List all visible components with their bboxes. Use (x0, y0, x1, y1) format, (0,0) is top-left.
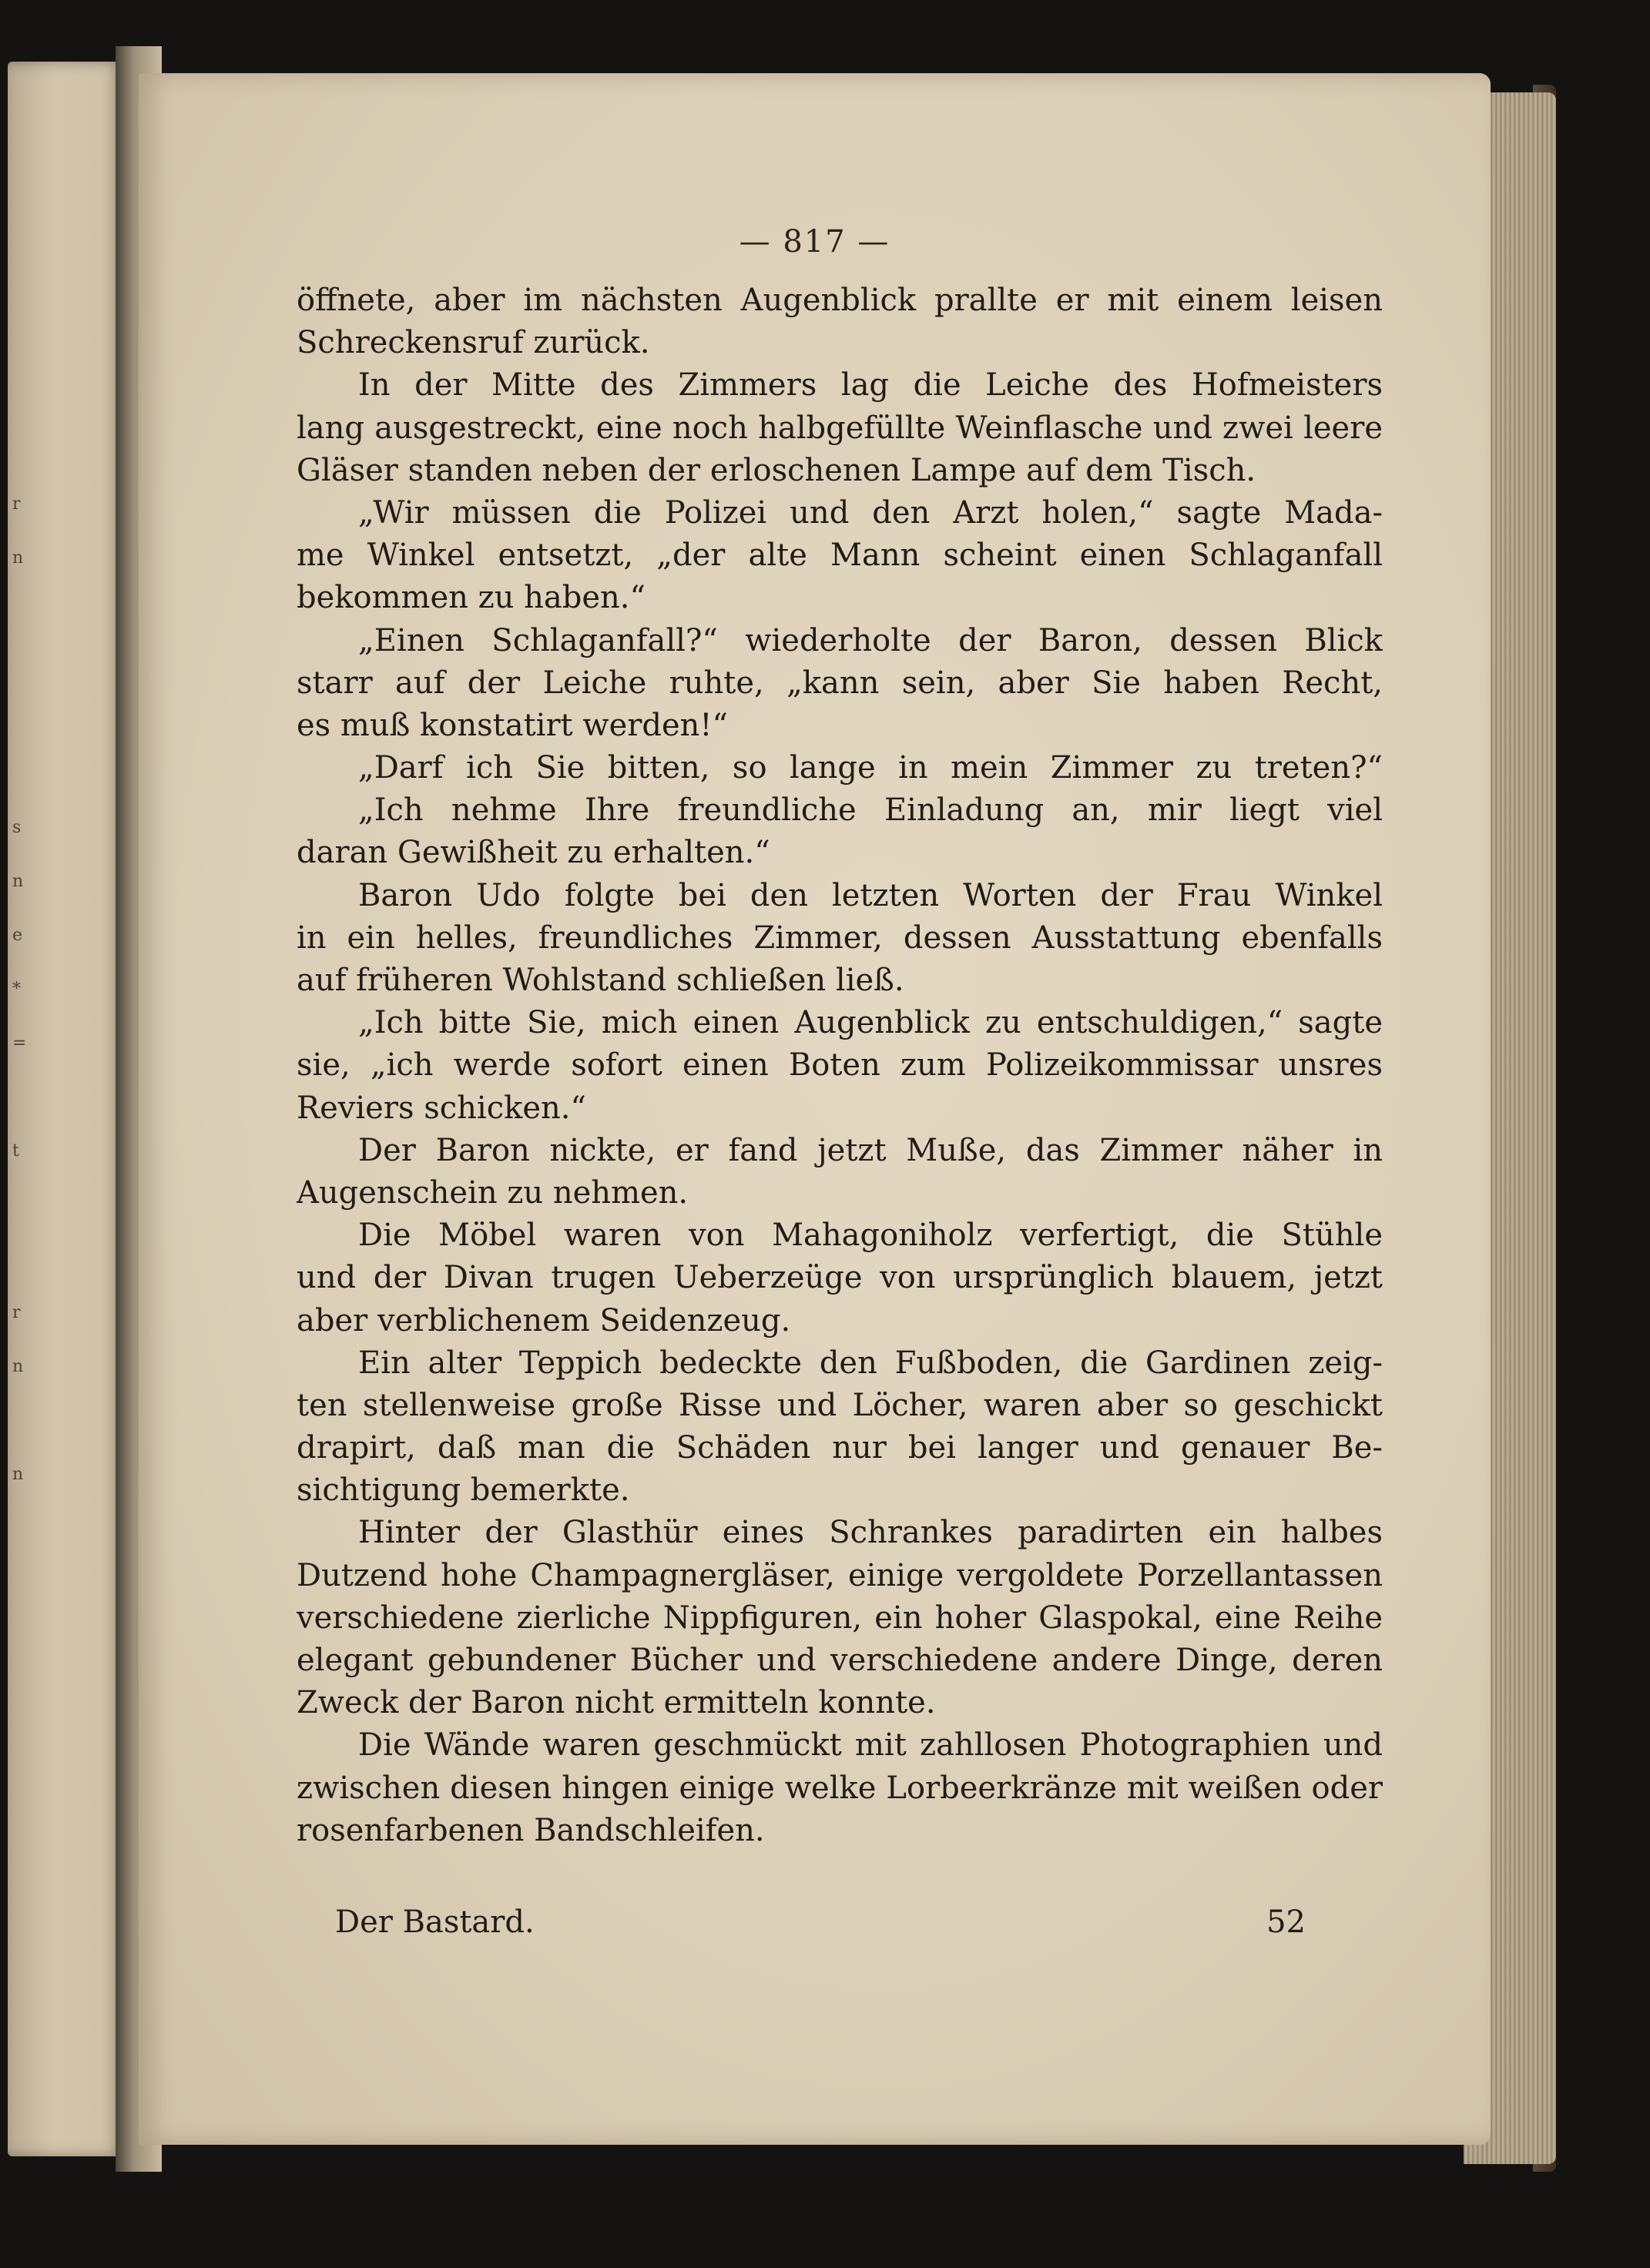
text-line: in ein helles, freundliches Zimmer, dessen Ausstattung ebenfalls (297, 920, 1383, 956)
text-line: Hinter der Glasthür eines Schrankes paradirten ein halbes (358, 1515, 1383, 1551)
text-line: auf früheren Wohlstand schließen ließ. (297, 963, 904, 998)
text-line: sie, „ich werde sofort einen Boten zum Polizeikommissar unsres (297, 1047, 1383, 1084)
text-line: verschiedene zierliche Nippfiguren, ein hoher Glaspokal, eine Reihe (297, 1600, 1383, 1636)
text-line: Zweck der Baron nicht ermitteln konnte. (297, 1685, 936, 1721)
body-text (297, 280, 1383, 1852)
text-line: sichtigung bemerkte. (297, 1472, 630, 1509)
text-line: „Ich nehme Ihre freundliche Einladung an, mir liegt viel (358, 792, 1383, 829)
text-line: Der Baron nickte, er fand jetzt Muße, das Zimmer näher in (358, 1132, 1383, 1168)
text-line: Dutzend hohe Champagnergläser, einige vergoldete Porzellantassen (297, 1557, 1383, 1593)
text-line: In der Mitte des Zimmers lag die Leiche des Hofmeisters (358, 367, 1383, 404)
text-line: Die Wände waren geschmückt mit zahllosen Photographien und (358, 1727, 1383, 1764)
text-line: lang ausgestreckt, eine noch halbgefüllte Weinflasche und zwei leere (297, 410, 1383, 446)
text-line: „Einen Schlaganfall?“ wiederholte der Baron, dessen Blick (358, 622, 1383, 658)
text-line: „Ich bitte Sie, mich einen Augenblick zu entschuldigen,“ sagte (358, 1005, 1383, 1041)
text-line: zwischen diesen hingen einige welke Lorbeerkränze mit weißen oder (297, 1770, 1383, 1806)
text-line: Schreckensruf zurück. (297, 325, 650, 361)
text-line: daran Gewißheit zu erhalten.“ (297, 835, 770, 871)
previous-page-letters: r n s n e * = t r n n (12, 494, 27, 1484)
text-line: „Darf ich Sie bitten, so lange in mein Zimmer zu treten?“ (358, 750, 1383, 786)
text-line: Gläser standen neben der erloschenen Lampe auf dem Tisch. (297, 452, 1256, 488)
text-line: Augenschein zu nehmen. (297, 1174, 689, 1211)
text-line: Die Möbel waren von Mahagoniholz verfertigt, die Stühle (358, 1218, 1383, 1254)
text-line: me Winkel entsetzt, „der alte Mann scheint einen Schlaganfall (297, 538, 1383, 574)
page-number: — 817 — (739, 224, 890, 260)
text-line: es muß konstatirt werden!“ (297, 707, 728, 743)
text-line: rosenfarbenen Bandschleifen. (297, 1812, 765, 1848)
text-line: drapirt, daß man die Schäden nur bei langer und genauer Be- (297, 1430, 1383, 1466)
text-line: bekommen zu haben.“ (297, 580, 646, 616)
text-line: und der Divan trugen Ueberzeüge von ursprünglich blauem, jetzt (297, 1260, 1383, 1296)
footer-signature: Der Bastard. (335, 1905, 535, 1940)
text-line: „Wir müssen die Polizei und den Arzt holen,“ sagte Mada- (358, 494, 1383, 531)
text-line: öffnete, aber im nächsten Augenblick prallte er mit einem leisen (297, 283, 1383, 318)
text-line: ten stellenweise große Risse und Löcher, waren aber so geschickt (297, 1387, 1383, 1423)
text-line: Reviers schicken.“ (297, 1090, 586, 1126)
text-line: starr auf der Leiche ruhte, „kann sein, aber Sie haben Recht, (297, 665, 1383, 701)
text-line: Baron Udo folgte bei den letzten Worten der Frau Winkel (358, 877, 1383, 913)
footer-sheet-number: 52 (1266, 1905, 1306, 1940)
text-line: elegant gebundener Bücher und verschiedene andere Dinge, deren (297, 1643, 1383, 1678)
text-line: Ein alter Teppich bedeckte den Fußboden, die Gardinen zeig- (358, 1345, 1383, 1381)
text-line: aber verblichenem Seidenzeug. (297, 1302, 791, 1338)
previous-page-edge (8, 62, 123, 2156)
book-page (139, 73, 1491, 2145)
